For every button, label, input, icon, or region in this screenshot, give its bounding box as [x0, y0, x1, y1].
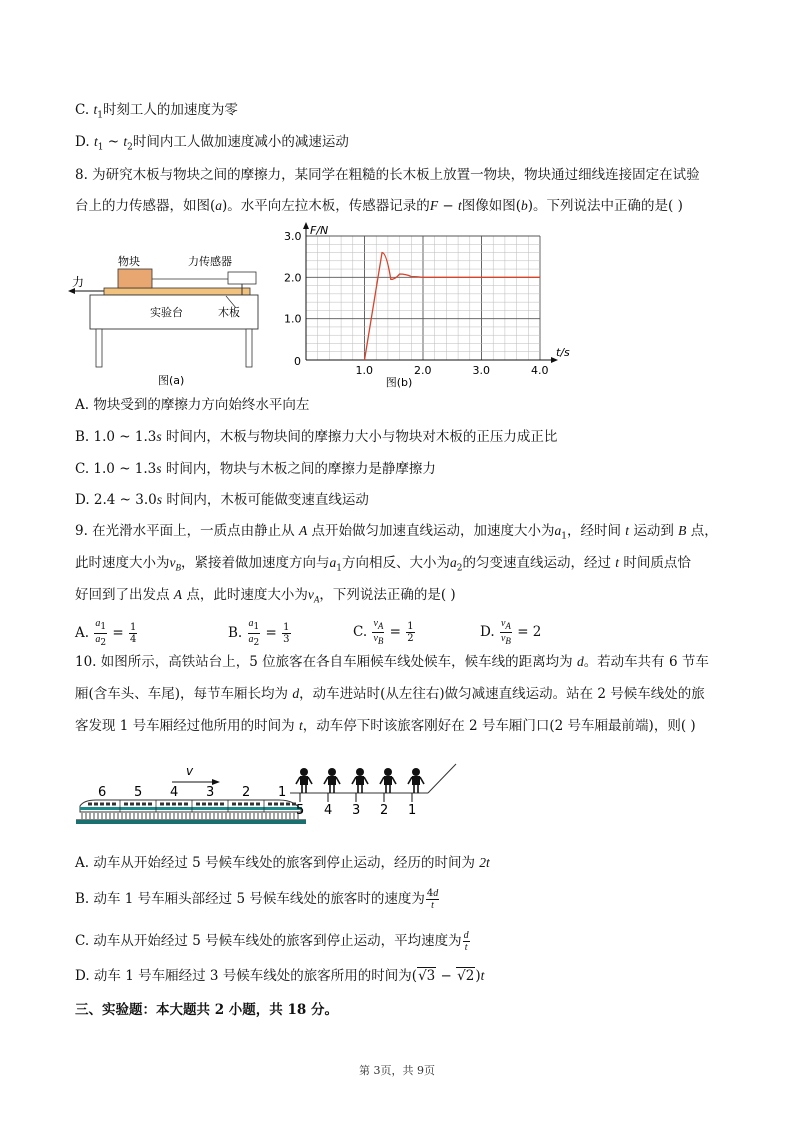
train-car-number: 4 [170, 785, 179, 800]
passenger-head [356, 768, 364, 776]
train-window [250, 803, 254, 806]
table-label: 实验台 [150, 306, 183, 319]
train-window [208, 803, 212, 806]
q10-stem-line3: 客发现 1 号车厢经过他所用的时间为 t，动车停下时该旅客刚好在 2 号车厢门口(2 号车厢最前端)，则( ) [75, 718, 696, 734]
train-car-numbers [98, 785, 286, 800]
section-3-heading: 三、实验题：本大题共 2 小题，共 18 分。 [75, 1002, 338, 1018]
y-tick-label: 1.0 [284, 312, 302, 326]
train-window [256, 803, 260, 806]
passenger-line-number: 3 [352, 803, 361, 818]
train-window [244, 803, 248, 806]
passenger-body [384, 776, 392, 785]
train-window [280, 803, 284, 806]
passengers [296, 768, 424, 802]
train-car-number: 1 [278, 785, 287, 800]
q9-option-d: D. $\frac{v_A}{v_B}$ = 2 [480, 618, 542, 646]
passenger-line-number: 1 [408, 803, 417, 818]
passenger-head [412, 768, 420, 776]
train-window [286, 803, 290, 806]
train-car-number: 5 [134, 785, 143, 800]
train-body [80, 800, 302, 812]
y-axis-arrow [303, 222, 309, 229]
q9-stem-line1: 9. 在光滑水平面上，一质点由静止从 A 点开始做匀加速直线运动，加速度大小为$a_1$，经时间 t 运动到 B 点， [75, 523, 718, 542]
train-window [166, 803, 170, 806]
q8-stem-line1: 8. 为研究木板与物块之间的摩擦力，某同学在粗糙的长木板上放置一物块，物块通过细线连接固定在试验 [75, 167, 700, 183]
train-car-number: 6 [98, 785, 107, 800]
q9-stem-line2: 此时速度大小为$v_B$，紧接着做加速度方向与$a_1$方向相反、大小为$a_2$的匀变速直线运动，经过 t 时间质点恰 [75, 555, 691, 574]
train-window [172, 803, 176, 806]
passenger-head [328, 768, 336, 776]
passenger-line-numbers [296, 803, 416, 818]
train-window [136, 803, 140, 806]
train-window [88, 803, 92, 806]
x-tick-label: 4.0 [531, 364, 549, 377]
q10-option-b: B. 动车 1 号车厢头部经过 5 号候车线处的旅客时的速度为 $\frac{4d}{t}$ [75, 888, 439, 911]
passenger-body [412, 776, 420, 785]
q9-option-c: C. $\frac{v_A}{v_B}$ = $\frac{1}{2}$ [353, 618, 414, 646]
q8-stem-line2: 台上的力传感器，如图(a)。水平向左拉木板，传感器记录的F − t图像如图(b)。下列说法中正确的是( ) [75, 198, 683, 214]
train-window [184, 803, 188, 806]
train-window [148, 803, 152, 806]
train-window [238, 803, 242, 806]
force-label: 力 [72, 275, 85, 289]
train-window [220, 803, 224, 806]
q7-option-c: C. $t_1$时刻工人的加速度为零 [75, 102, 238, 121]
train-window [94, 803, 98, 806]
q10-option-d: D. 动车 1 号车厢经过 3 号候车线处的旅客所用的时间为(√3 − √2)t [75, 968, 485, 984]
train-car-number: 3 [206, 785, 215, 800]
train-window [160, 803, 164, 806]
q10-stem-line1: 10. 如图所示，高铁站台上，5 位旅客在各自车厢候车线处候车，候车线的距离均为 d。若动车共有 6 节车 [75, 654, 709, 670]
x-tick-label: 1.0 [355, 364, 373, 377]
passenger-line-number: 2 [380, 803, 389, 818]
passenger-body [328, 776, 336, 785]
q10-stem-line2: 厢(含车头、车尾)，每节车厢长均为 d，动车进站时(从左往右)做匀减速直线运动。站在 2 号候车线处的旅 [75, 686, 705, 702]
train-window [268, 803, 272, 806]
origin-label: 0 [294, 355, 301, 368]
x-axis-label: t/s [556, 346, 570, 359]
q8-option-d: D. 2.4 ~ 3.0s 时间内，木板可能做变速直线运动 [75, 492, 369, 508]
passenger-line-number: 4 [324, 803, 333, 818]
q8-figure-b-chart [278, 222, 578, 390]
q7-option-d: D. $t_1$ ~ $t_2$时间内工人做加速度减小的减速运动 [75, 134, 349, 153]
train-window [112, 803, 116, 806]
q10-option-a: A. 动车从开始经过 5 号候车线处的旅客到停止运动，经历的时间为 2t [75, 855, 490, 871]
passenger-line-number: 5 [296, 803, 305, 818]
passenger-head [300, 768, 308, 776]
q8-figure-a [66, 248, 266, 388]
block-label: 物块 [118, 255, 140, 268]
q9-stem-line3: 好回到了出发点 A 点，此时速度大小为$v_A$，下列说法正确的是( ) [75, 587, 456, 605]
train-window [130, 803, 134, 806]
train-window [100, 803, 104, 806]
passenger-body [300, 776, 308, 785]
q8-option-c: C. 1.0 ~ 1.3s 时间内，物块与木板之间的摩擦力是静摩擦力 [75, 461, 436, 477]
force-series-line [365, 253, 541, 360]
train-window [202, 803, 206, 806]
y-tick-label: 3.0 [284, 230, 302, 243]
q9-option-a: A. $\frac{a_1}{a_2}$ = $\frac{1}{4}$ [75, 618, 137, 648]
board-label: 木板 [218, 306, 240, 319]
velocity-label: v [186, 764, 194, 778]
x-tick-label: 2.0 [414, 364, 432, 377]
figure-a-caption: 图(a) [158, 374, 185, 387]
y-axis-label: F/N [310, 224, 329, 237]
train-window [274, 803, 278, 806]
train-window [124, 803, 128, 806]
page-footer: 第 3页，共 9页 [359, 1064, 435, 1077]
train-window [142, 803, 146, 806]
q10-option-c: C. 动车从开始经过 5 号候车线处的旅客到停止运动，平均速度为 $\frac{d}{t}$ [75, 930, 469, 953]
train-window [196, 803, 200, 806]
q10-train-figure [74, 762, 474, 834]
q9-option-b: B. $\frac{a_1}{a_2}$ = $\frac{1}{3}$ [228, 618, 290, 648]
train-window [106, 803, 110, 806]
figure-b-caption: 图(b) [385, 376, 413, 389]
x-tick-label: 3.0 [472, 364, 490, 377]
q8-option-b: B. 1.0 ~ 1.3s 时间内，木板与物块间的摩擦力大小与物块对木板的正压力成正比 [75, 429, 558, 445]
passenger-head [384, 768, 392, 776]
train-stripe [80, 807, 302, 810]
passenger-body [356, 776, 364, 785]
sensor-label: 力传感器 [188, 255, 232, 268]
y-tick-label: 2.0 [284, 271, 302, 285]
train-window [178, 803, 182, 806]
train-car-number: 2 [242, 785, 251, 800]
train-window [232, 803, 236, 806]
chart-grid [306, 236, 540, 360]
train-window [214, 803, 218, 806]
q8-option-a: A. 物块受到的摩擦力方向始终水平向左 [75, 397, 310, 413]
